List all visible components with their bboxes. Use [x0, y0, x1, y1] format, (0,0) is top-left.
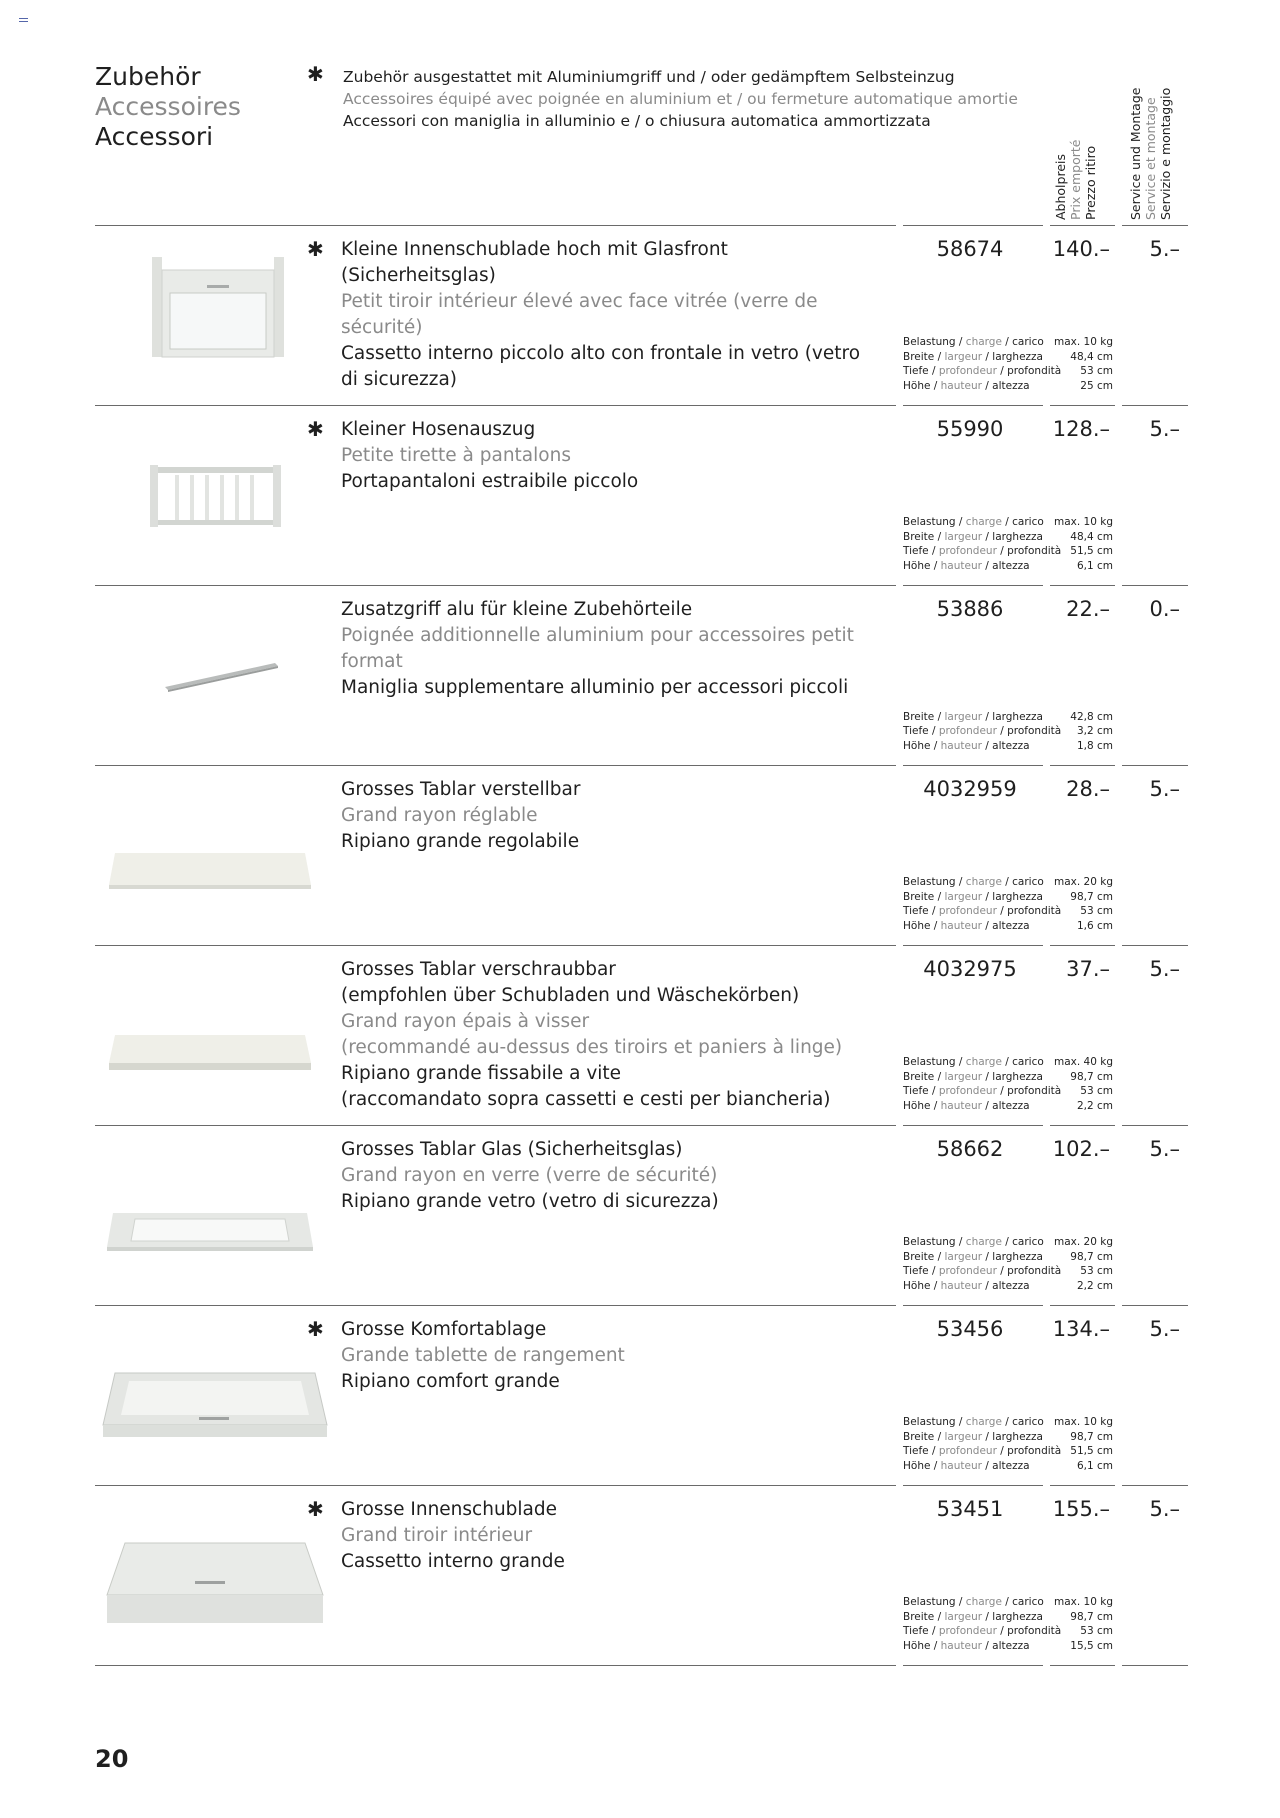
product-name-fr: Grand rayon réglable	[341, 805, 538, 826]
spec-width	[903, 710, 1113, 725]
row-divider	[1050, 1665, 1115, 1666]
article-number: 58662	[936, 1137, 1004, 1161]
spec-label: Höhe / hauteur / altezza	[903, 559, 1030, 572]
product-names	[341, 1137, 881, 1215]
spec-value: 2,2 cm	[1076, 1279, 1113, 1292]
spec-label: Tiefe / profondeur / profondità	[903, 905, 1062, 917]
product-name-de: Grosses Tablar Glas (Sicherheitsglas)	[341, 1139, 683, 1160]
spec-load	[903, 1055, 1113, 1070]
product-names	[341, 237, 881, 393]
spec-height	[903, 559, 1113, 574]
service-price: 0.–	[1149, 597, 1180, 621]
spec-list	[903, 710, 1113, 754]
spec-label: Tiefe / profondeur / profondità	[903, 1445, 1062, 1457]
product-names	[341, 957, 881, 1113]
spec-label: Belastung / charge / carico	[903, 1236, 1044, 1248]
spec-list	[903, 335, 1113, 393]
spec-value: 98,7 cm	[1070, 1430, 1113, 1443]
spec-width	[903, 530, 1113, 545]
spec-value: 1,6 cm	[1076, 919, 1113, 932]
header-note	[343, 66, 1018, 132]
spec-depth	[903, 1084, 1113, 1099]
spec-value: max. 20 kg	[1054, 876, 1113, 888]
spec-value: max. 10 kg	[1054, 516, 1113, 528]
spec-list	[903, 515, 1113, 573]
product-name-de: Grosse Komfortablage	[341, 1319, 547, 1340]
spec-depth	[903, 364, 1113, 379]
spec-label: Belastung / charge / carico	[903, 1416, 1044, 1428]
spec-label: Breite / largeur / larghezza	[903, 1610, 1043, 1623]
product-names	[341, 777, 881, 855]
spec-height	[903, 1459, 1113, 1474]
pickup-price: 28.–	[1066, 777, 1110, 801]
article-number: 53456	[936, 1317, 1004, 1341]
product-name-fr: Grand tiroir intérieur	[341, 1525, 533, 1546]
spec-width	[903, 1430, 1113, 1445]
menu-icon[interactable]	[19, 18, 28, 24]
pickup-price: 155.–	[1052, 1497, 1110, 1521]
pickup-price: 102.–	[1052, 1137, 1110, 1161]
col-pickup-fr: Prix emporté	[1068, 139, 1083, 220]
spec-label: Breite / largeur / larghezza	[903, 1070, 1043, 1083]
spec-width	[903, 1250, 1113, 1265]
article-number: 4032975	[923, 957, 1017, 981]
spec-value: 6,1 cm	[1076, 559, 1113, 572]
spec-label: Breite / largeur / larghezza	[903, 890, 1043, 903]
glass-shelf-image	[95, 1135, 335, 1285]
service-price: 5.–	[1149, 777, 1180, 801]
product-name-fr: Grande tablette de rangement	[341, 1345, 625, 1366]
spec-value: max. 10 kg	[1054, 1416, 1113, 1428]
column-header-service	[1128, 87, 1173, 220]
spec-value: 53 cm	[1080, 1265, 1113, 1277]
spec-value: 6,1 cm	[1076, 1459, 1113, 1472]
product-name-fr: Petit tiroir intérieur élevé avec face vitrée (verre de sécurité)	[341, 291, 818, 338]
note-it: Accessori con maniglia in alluminio e / o chiusura automatica ammortizzata	[343, 112, 931, 130]
spec-height	[903, 1639, 1113, 1654]
asterisk-icon: ✱	[307, 417, 324, 441]
page-number: 20	[95, 1745, 129, 1773]
pickup-price: 37.–	[1066, 957, 1110, 981]
spec-value: 98,7 cm	[1070, 1610, 1113, 1623]
spec-value: 42,8 cm	[1070, 710, 1113, 723]
spec-value: 53 cm	[1080, 905, 1113, 917]
spec-height	[903, 1279, 1113, 1294]
spec-label: Breite / largeur / larghezza	[903, 1250, 1043, 1263]
spec-label: Tiefe / profondeur / profondità	[903, 1625, 1062, 1637]
spec-height	[903, 1099, 1113, 1114]
spec-value: max. 10 kg	[1054, 336, 1113, 348]
spec-label: Höhe / hauteur / altezza	[903, 919, 1030, 932]
shelf-thick-image	[95, 955, 335, 1105]
product-row	[0, 765, 1280, 945]
product-name-de: (empfohlen über Schubladen und Wäschekörben)	[341, 985, 800, 1006]
spec-value: 2,2 cm	[1076, 1099, 1113, 1112]
product-name-fr: Poignée additionnelle aluminium pour accessoires petit format	[341, 625, 854, 672]
article-number: 53451	[936, 1497, 1004, 1521]
shelf-thin-image	[95, 775, 335, 925]
spec-label: Tiefe / profondeur / profondità	[903, 725, 1062, 737]
product-name-de: Kleine Innenschublade hoch mit Glasfront (Sicherheitsglas)	[341, 239, 728, 286]
spec-height	[903, 919, 1113, 934]
spec-width	[903, 350, 1113, 365]
product-name-it: Ripiano grande regolabile	[341, 831, 580, 852]
spec-label: Tiefe / profondeur / profondità	[903, 1085, 1062, 1097]
alu-handle-image	[95, 595, 335, 745]
spec-label: Höhe / hauteur / altezza	[903, 739, 1030, 752]
spec-label: Höhe / hauteur / altezza	[903, 1459, 1030, 1472]
spec-value: 48,4 cm	[1070, 350, 1113, 363]
spec-label: Breite / largeur / larghezza	[903, 710, 1043, 723]
spec-value: 48,4 cm	[1070, 530, 1113, 543]
asterisk-icon: ✱	[307, 1317, 324, 1341]
product-row	[0, 1125, 1280, 1305]
note-de: Zubehör ausgestattet mit Aluminiumgriff und / oder gedämpftem Selbsteinzug	[343, 68, 955, 86]
spec-value: 51,5 cm	[1070, 545, 1113, 557]
product-row	[0, 405, 1280, 585]
spec-list	[903, 1055, 1113, 1113]
product-name-it: Cassetto interno piccolo alto con frontale in vetro (vetro di sicurezza)	[341, 343, 861, 390]
spec-value: 53 cm	[1080, 365, 1113, 377]
product-name-it: Ripiano comfort grande	[341, 1371, 560, 1392]
product-row	[0, 225, 1280, 405]
spec-depth	[903, 1624, 1113, 1639]
spec-value: 25 cm	[1080, 379, 1113, 392]
spec-depth	[903, 904, 1113, 919]
spec-load	[903, 1235, 1113, 1250]
spec-value: 53 cm	[1080, 1085, 1113, 1097]
asterisk-icon: ✱	[307, 237, 324, 261]
article-number: 58674	[936, 237, 1004, 261]
col-pickup-de: Abholpreis	[1053, 153, 1068, 220]
product-name-fr: Petite tirette à pantalons	[341, 445, 571, 466]
product-row	[0, 1485, 1280, 1665]
spec-value: max. 40 kg	[1054, 1056, 1113, 1068]
spec-list	[903, 875, 1113, 933]
product-name-fr: Grand rayon en verre (verre de sécurité)	[341, 1165, 718, 1186]
spec-load	[903, 875, 1113, 890]
product-row	[0, 585, 1280, 765]
product-names	[341, 1497, 881, 1575]
spec-label: Höhe / hauteur / altezza	[903, 1639, 1030, 1652]
spec-value: 53 cm	[1080, 1625, 1113, 1637]
spec-value: 3,2 cm	[1076, 725, 1113, 737]
pickup-price: 22.–	[1066, 597, 1110, 621]
spec-label: Belastung / charge / carico	[903, 516, 1044, 528]
product-name-it: Portapantaloni estraibile piccolo	[341, 471, 639, 492]
spec-label: Belastung / charge / carico	[903, 876, 1044, 888]
spec-label: Belastung / charge / carico	[903, 336, 1044, 348]
article-number: 53886	[936, 597, 1004, 621]
small-glass-drawer-image	[95, 235, 335, 385]
product-row	[0, 945, 1280, 1125]
spec-label: Belastung / charge / carico	[903, 1056, 1044, 1068]
spec-label: Breite / largeur / larghezza	[903, 1430, 1043, 1443]
spec-label: Tiefe / profondeur / profondità	[903, 1265, 1062, 1277]
service-price: 5.–	[1149, 237, 1180, 261]
column-header-pickup-price	[1053, 90, 1098, 220]
spec-width	[903, 890, 1113, 905]
spec-value: max. 20 kg	[1054, 1236, 1113, 1248]
spec-label: Höhe / hauteur / altezza	[903, 1279, 1030, 1292]
spec-label: Höhe / hauteur / altezza	[903, 379, 1030, 392]
article-number: 55990	[936, 417, 1004, 441]
spec-load	[903, 1595, 1113, 1610]
product-name-it: Ripiano grande fissabile a vite	[341, 1063, 622, 1084]
title-de: Zubehör	[95, 62, 201, 91]
product-names	[341, 417, 881, 495]
spec-value: 51,5 cm	[1070, 1445, 1113, 1457]
product-names	[341, 597, 881, 701]
product-name-fr: (recommandé au-dessus des tiroirs et paniers à linge)	[341, 1037, 843, 1058]
service-price: 5.–	[1149, 957, 1180, 981]
asterisk-icon: ✱	[307, 1497, 324, 1521]
spec-load	[903, 335, 1113, 350]
product-names	[341, 1317, 881, 1395]
title-it: Accessori	[95, 122, 214, 151]
trouser-rack-image	[95, 415, 335, 565]
row-divider	[1122, 1665, 1188, 1666]
product-name-de: Grosses Tablar verschraubbar	[341, 959, 616, 980]
comfort-tray-image	[95, 1315, 335, 1465]
product-name-it: Ripiano grande vetro (vetro di sicurezza)	[341, 1191, 719, 1212]
product-name-it: Maniglia supplementare alluminio per accessori piccoli	[341, 677, 849, 698]
product-name-de: Grosse Innenschublade	[341, 1499, 558, 1520]
product-name-fr: Grand rayon épais à visser	[341, 1011, 590, 1032]
col-pickup-it: Prezzo ritiro	[1083, 145, 1098, 220]
product-name-it: (raccomandato sopra cassetti e cesti per biancheria)	[341, 1089, 831, 1110]
spec-width	[903, 1070, 1113, 1085]
spec-label: Breite / largeur / larghezza	[903, 530, 1043, 543]
spec-list	[903, 1235, 1113, 1293]
spec-value: max. 10 kg	[1054, 1596, 1113, 1608]
spec-depth	[903, 724, 1113, 739]
service-price: 5.–	[1149, 1317, 1180, 1341]
page-title	[95, 62, 241, 152]
spec-depth	[903, 544, 1113, 559]
service-price: 5.–	[1149, 1497, 1180, 1521]
product-name-de: Grosses Tablar verstellbar	[341, 779, 581, 800]
note-fr: Accessoires équipé avec poignée en aluminium et / ou fermeture automatique amortie	[343, 90, 1018, 108]
spec-label: Tiefe / profondeur / profondità	[903, 365, 1062, 377]
large-drawer-image	[95, 1495, 335, 1645]
service-price: 5.–	[1149, 417, 1180, 441]
spec-value: 98,7 cm	[1070, 1070, 1113, 1083]
spec-value: 15,5 cm	[1070, 1639, 1113, 1652]
title-fr: Accessoires	[95, 92, 241, 121]
product-row	[0, 1305, 1280, 1485]
spec-depth	[903, 1264, 1113, 1279]
pickup-price: 134.–	[1052, 1317, 1110, 1341]
spec-depth	[903, 1444, 1113, 1459]
row-divider	[903, 1665, 1043, 1666]
col-service-de: Service und Montage	[1128, 87, 1143, 220]
spec-load	[903, 1415, 1113, 1430]
spec-value: 1,8 cm	[1076, 739, 1113, 752]
spec-width	[903, 1610, 1113, 1625]
spec-value: 98,7 cm	[1070, 890, 1113, 903]
spec-label: Tiefe / profondeur / profondità	[903, 545, 1062, 557]
asterisk-icon: ✱	[307, 62, 324, 86]
col-service-it: Servizio e montaggio	[1158, 87, 1173, 220]
spec-label: Breite / largeur / larghezza	[903, 350, 1043, 363]
spec-load	[903, 515, 1113, 530]
spec-value: 98,7 cm	[1070, 1250, 1113, 1263]
service-price: 5.–	[1149, 1137, 1180, 1161]
product-name-de: Zusatzgriff alu für kleine Zubehörteile	[341, 599, 693, 620]
spec-list	[903, 1595, 1113, 1653]
spec-label: Höhe / hauteur / altezza	[903, 1099, 1030, 1112]
spec-height	[903, 739, 1113, 754]
row-divider	[95, 1665, 896, 1666]
spec-label: Belastung / charge / carico	[903, 1596, 1044, 1608]
pickup-price: 128.–	[1052, 417, 1110, 441]
spec-list	[903, 1415, 1113, 1473]
article-number: 4032959	[923, 777, 1017, 801]
spec-height	[903, 379, 1113, 394]
pickup-price: 140.–	[1052, 237, 1110, 261]
product-name-it: Cassetto interno grande	[341, 1551, 565, 1572]
product-name-de: Kleiner Hosenauszug	[341, 419, 536, 440]
col-service-fr: Service et montage	[1143, 97, 1158, 220]
